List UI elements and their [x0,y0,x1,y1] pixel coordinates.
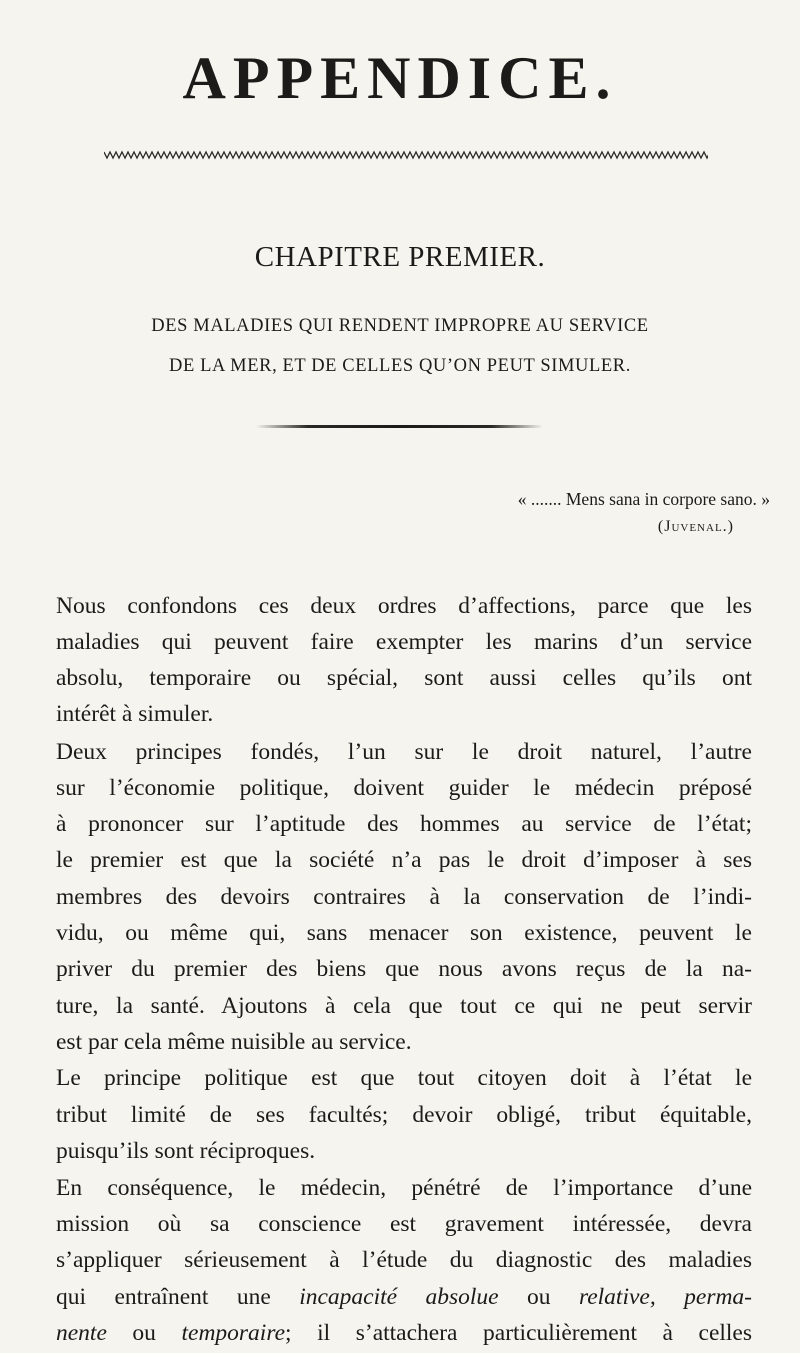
wavy-ornament-rule [104,150,708,160]
author-open-paren: ( [657,518,665,535]
body-line: s’appliquer sérieusement à l’étude du diagnostic des maladies [56,1247,752,1273]
body-line: En conséquence, le médecin, pénétré de l’importance d’une [56,1175,752,1201]
body-line: ture, la santé. Ajoutons à cela que tout ce qui ne peut servir [56,993,752,1019]
body-line: Deux principes fondés, l’un sur le droit naturel, l’autre [56,739,752,765]
epigraph-author [0,519,734,535]
body-line: tribut limité de ses facultés; devoir obligé, tribut équitable, [56,1102,752,1128]
body-line: le premier est que la société n’a pas le droit d’imposer à ses [56,847,752,873]
chapter-title: CHAPITRE PREMIER. [254,241,546,273]
body-line: Le principe politique est que tout citoyen doit à l’état le [56,1065,752,1091]
chapter-subtitle-line-1: DES MALADIES QUI RENDENT IMPROPRE AU SERVICE [151,316,649,336]
body-line [56,1322,752,1346]
body-line: sur l’économie politique, doivent guider le médecin préposé [56,775,752,801]
body-line: mission où sa conscience est gravement intéressée, devra [56,1211,752,1237]
author-close-paren: ) [727,518,734,535]
body-text-fragment: ou [106,1320,182,1346]
body-line: puisqu’ils sont réciproques. [56,1138,316,1164]
body-line: intérêt à simuler. [56,701,214,727]
body-line: membres des devoirs contraires à la conservation de l’indi- [56,884,752,910]
body-line: Nous confondons ces deux ordres d’affections, parce que les [56,593,752,619]
chapter-subtitle-line-2: DE LA MER, ET DE CELLES QU’ON PEUT SIMULER. [169,356,631,376]
heavy-divider-rule [256,425,543,428]
epigraph-quote: « ....... Mens sana in corpore sano. » [517,489,770,509]
italic-phrase: incapacité absolue [299,1284,499,1310]
body-line [56,1286,752,1310]
body-line: priver du premier des biens que nous avons reçus de la na- [56,956,752,982]
body-line: absolu, temporaire ou spécial, sont aussi celles qu’ils ont [56,665,752,691]
body-line: est par cela même nuisible au service. [56,1029,412,1055]
italic-phrase: relative, perma- [578,1284,753,1310]
body-text-fragment: ; il s’attachera particulièrement à celles [285,1320,753,1346]
body-line: vidu, ou même qui, sans menacer son existence, peuvent le [56,920,752,946]
body-line: à prononcer sur l’aptitude des hommes au service de l’état; [56,811,752,837]
body-text-fragment: qui entraînent une [56,1284,271,1310]
body-line: maladies qui peuvent faire exempter les marins d’un service [56,629,752,655]
author-initial: J [664,518,672,535]
author-name-rest: uvenal. [671,518,728,535]
italic-phrase: nente [56,1320,107,1346]
italic-phrase: temporaire [181,1320,286,1346]
body-text-fragment: ou [498,1284,579,1310]
appendix-title: APPENDICE. [182,45,618,111]
